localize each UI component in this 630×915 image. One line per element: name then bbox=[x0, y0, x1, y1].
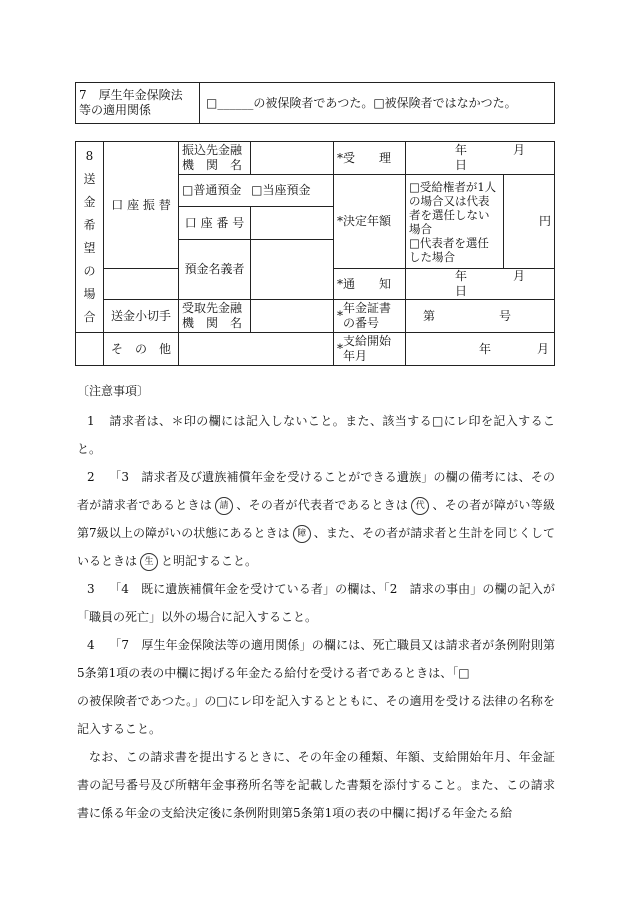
other-field[interactable] bbox=[179, 333, 334, 366]
start-month-field[interactable]: 年 月 bbox=[406, 333, 555, 366]
section7-label: 7 厚生年金保険法 等の適用関係 bbox=[76, 83, 200, 124]
cert-number-field[interactable]: 第 号 bbox=[406, 300, 555, 333]
postal-check-placeholder bbox=[104, 269, 179, 300]
payee-bank-field[interactable] bbox=[251, 300, 334, 333]
deposit-current-checkbox[interactable]: □当座預金 bbox=[251, 183, 311, 197]
notes bbox=[77, 382, 555, 827]
other-label: そ の 他 bbox=[104, 333, 179, 366]
note-3: 3 「4 既に遺族補償年金を受けている者」の欄は、「2 請求の事由」の欄の記入が「職員の死亡」以外の場合に記入すること。 bbox=[77, 582, 555, 624]
decision-amount-label: *決定年額 bbox=[334, 175, 406, 269]
shogai-mark-icon: 障 bbox=[293, 525, 311, 543]
section7-options[interactable] bbox=[200, 83, 555, 124]
notice-date[interactable]: 年 月日 bbox=[406, 269, 555, 300]
bank-name-field[interactable] bbox=[251, 142, 334, 175]
deposit-type-options[interactable] bbox=[179, 175, 334, 207]
account-holder-field[interactable] bbox=[251, 240, 334, 300]
decision-amount-field[interactable]: 円 bbox=[504, 175, 555, 269]
note-4: 4 「7 厚生年金保険法等の適用関係」の欄には、死亡職員又は請求者が条例附則第5条第1項の表の中欄に掲げる年金たる給付を受ける者であるときは、「□ の被保険者であつた。」の□にレ印を記入するとともに、その適用を受ける法律の名称を記入すること。 bbox=[77, 638, 555, 736]
other-placeholder bbox=[76, 333, 104, 366]
seikyu-mark-icon: 請 bbox=[215, 497, 233, 515]
seikei-mark-icon: 生 bbox=[140, 553, 158, 571]
postal-check-label: 送金小切手 bbox=[104, 300, 179, 333]
section7-table bbox=[75, 82, 555, 124]
recipient-options[interactable] bbox=[406, 175, 504, 269]
note-5: なお、この請求書を提出するときに、その年金の種類、年額、支給開始年月、年金証書の記号番号及び所轄年金事務所名等を記載した書類を添付すること。また、この請求書に係る年金の支給決定後に条例附則第5条第1項の表の中欄に掲げる年金たる給 bbox=[77, 750, 555, 820]
account-number-field[interactable] bbox=[251, 207, 334, 240]
cert-number-label: * 年金証書 の番号 bbox=[334, 300, 406, 333]
account-holder-label: 預金名義者 bbox=[179, 240, 251, 300]
recipient-opt-representative[interactable]: □代表者を選任した場合 bbox=[409, 235, 489, 264]
section7-option-insured[interactable]: □______の被保険者であつた。 bbox=[206, 95, 374, 110]
notes-heading: 〔注意事項〕 bbox=[77, 384, 150, 398]
daihyo-mark-icon: 代 bbox=[411, 497, 429, 515]
notice-label: *通 知 bbox=[334, 269, 406, 300]
receipt-label: *受 理 bbox=[334, 142, 406, 175]
note-2: 2 「3 請求者及び遺族補償年金を受けることができる遺族」の欄の備考には、その者が請求者であるときは 請 、その者が代表者であるときは 代 、その者が障がい等級第7級以上の障がいの状態にあるときは 障 、また、その者が請求者と生計を同じくしているときは 生 と明記すること。 bbox=[77, 463, 555, 575]
section8-table bbox=[75, 141, 555, 366]
payee-bank-label: 受取先金融 機 関 名 bbox=[179, 300, 251, 333]
bank-transfer-label: 口 座 振 替 bbox=[104, 142, 179, 269]
account-number-label: 口 座 番 号 bbox=[179, 207, 251, 240]
section8-vertical-title: 8 送 金 希 望 の 場 合 bbox=[76, 142, 104, 333]
note-1: 1 請求者は、＊印の欄には記入しないこと。また、該当する□にレ印を記入すること。 bbox=[77, 414, 555, 456]
start-month-label: * 支給開始 年月 bbox=[334, 333, 406, 366]
section7-option-not-insured[interactable]: □被保険者ではなかつた。 bbox=[373, 95, 517, 110]
receipt-date[interactable]: 年 月日 bbox=[406, 142, 555, 175]
bank-name-label: 振込先金融 機 関 名 bbox=[179, 142, 251, 175]
deposit-ordinary-checkbox[interactable]: □普通預金 bbox=[182, 183, 242, 197]
recipient-opt-single[interactable]: □受給権者が1人の場合又は代表者を選任しない場合 bbox=[409, 179, 497, 236]
